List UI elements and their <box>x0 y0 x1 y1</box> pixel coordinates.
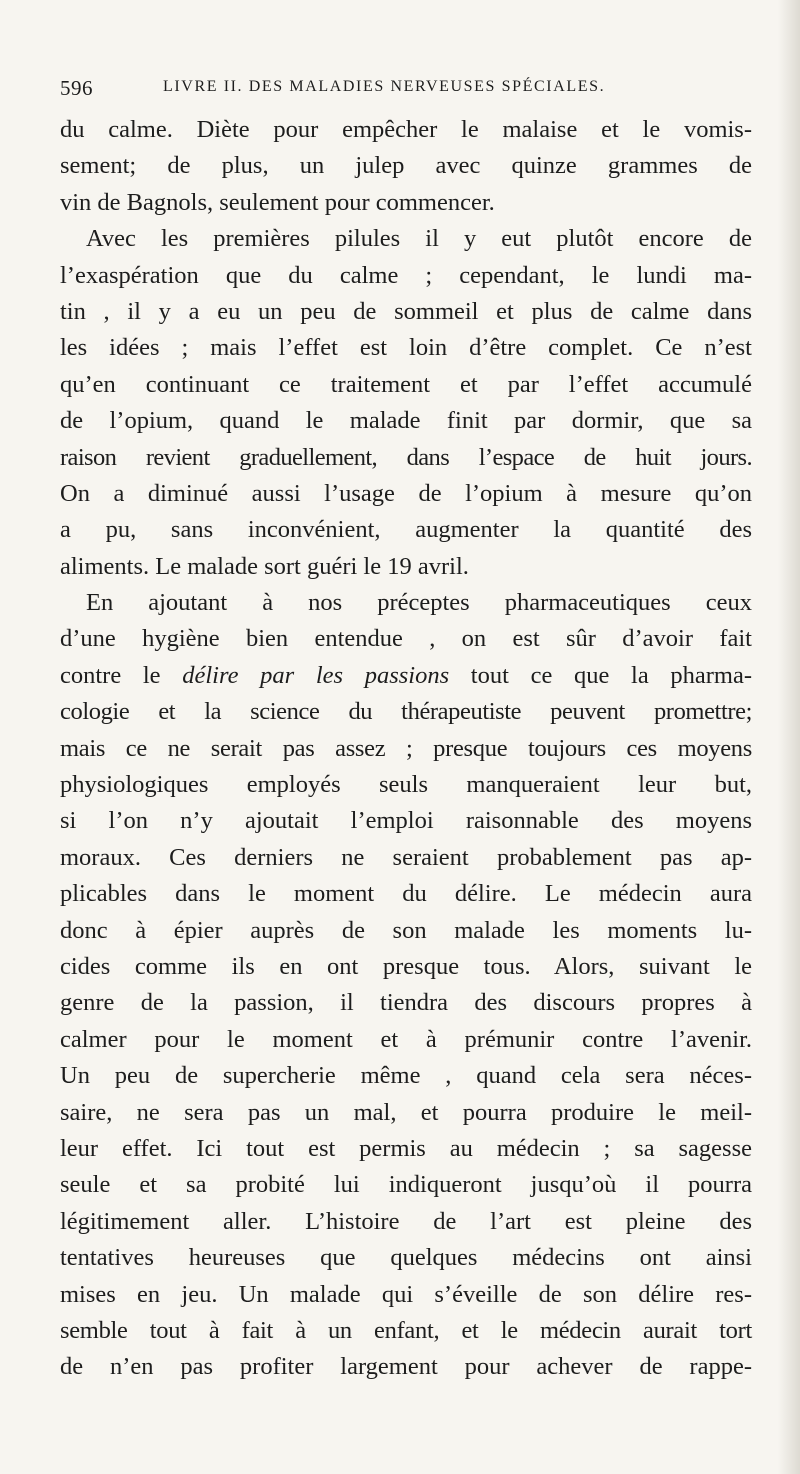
text-line: mises en jeu. Un malade qui s’éveille de son délire res- <box>60 1280 752 1308</box>
text-line: physiologiques employés seuls manqueraient leur but, <box>60 771 752 799</box>
text-line: donc à épier auprès de son malade les moments lu- <box>60 916 752 944</box>
text-line-with-italic <box>60 658 752 694</box>
text-line: les idées ; mais l’effet est loin d’être complet. Ce n’est <box>60 334 752 362</box>
text-line: légitimement aller. L’histoire de l’art est pleine des <box>60 1207 752 1235</box>
page-header <box>60 76 750 100</box>
text-fragment: tout ce que la pharma- <box>470 661 752 689</box>
text-line: moraux. Ces derniers ne seraient probablement pas ap- <box>60 843 752 871</box>
body-text <box>60 112 752 1386</box>
text-line: a pu, sans inconvénient, augmenter la quantité des <box>60 516 752 544</box>
page-edge-shadow <box>778 0 800 1474</box>
text-line: d’une hygiène bien entendue , on est sûr d’avoir fait <box>60 625 752 653</box>
text-fragment: contre le <box>60 661 161 689</box>
text-line: saire, ne sera pas un mal, et pourra produire le meil- <box>60 1098 752 1126</box>
text-line: seule et sa probité lui indiqueront jusqu’où il pourra <box>60 1171 752 1199</box>
text-line: mais ce ne serait pas assez ; presque toujours ces moyens <box>60 734 752 762</box>
text-line: qu’en continuant ce traitement et par l’effet accumulé <box>60 370 752 398</box>
page-number: 596 <box>60 76 93 100</box>
text-line: si l’on n’y ajoutait l’emploi raisonnable des moyens <box>60 807 752 835</box>
text-line: cologie et la science du thérapeutiste peuvent promettre; <box>60 698 752 726</box>
text-line: Un peu de supercherie même , quand cela sera néces- <box>60 1062 752 1090</box>
text-line: sement; de plus, un julep avec quinze grammes de <box>60 152 752 180</box>
italic-phrase: délire par les passions <box>182 661 450 689</box>
text-line: aliments. Le malade sort guéri le 19 avril. <box>60 552 469 580</box>
text-line: l’exaspération que du calme ; cependant, le lundi ma- <box>60 261 752 289</box>
text-line: tentatives heureuses que quelques médecins ont ainsi <box>60 1244 752 1272</box>
text-line: genre de la passion, il tiendra des discours propres à <box>60 989 752 1017</box>
text-line: En ajoutant à nos préceptes pharmaceutiques ceux <box>86 589 752 617</box>
text-line: de n’en pas profiter largement pour achever de rappe- <box>60 1353 752 1381</box>
text-line: Avec les premières pilules il y eut plutôt encore de <box>86 225 752 253</box>
text-line: cides comme ils en ont presque tous. Alors, suivant le <box>60 952 752 980</box>
text-line: leur effet. Ici tout est permis au médecin ; sa sagesse <box>60 1134 752 1162</box>
text-line: du calme. Diète pour empêcher le malaise et le vomis- <box>60 116 752 143</box>
text-line: vin de Bagnols, seulement pour commencer. <box>60 188 495 216</box>
running-head: LIVRE II. DES MALADIES NERVEUSES SPÉCIALES. <box>163 78 606 95</box>
text-line: calmer pour le moment et à prémunir contre l’avenir. <box>60 1025 752 1053</box>
text-line: raison revient graduellement, dans l’espace de huit jours. <box>60 443 752 471</box>
text-line: plicables dans le moment du délire. Le médecin aura <box>60 880 752 908</box>
text-line: tin , il y a eu un peu de sommeil et plus de calme dans <box>60 297 752 325</box>
text-line: de l’opium, quand le malade finit par dormir, que sa <box>60 407 752 435</box>
text-line: On a diminué aussi l’usage de l’opium à mesure qu’on <box>60 479 752 507</box>
text-line: semble tout à fait à un enfant, et le médecin aurait tort <box>60 1316 752 1344</box>
